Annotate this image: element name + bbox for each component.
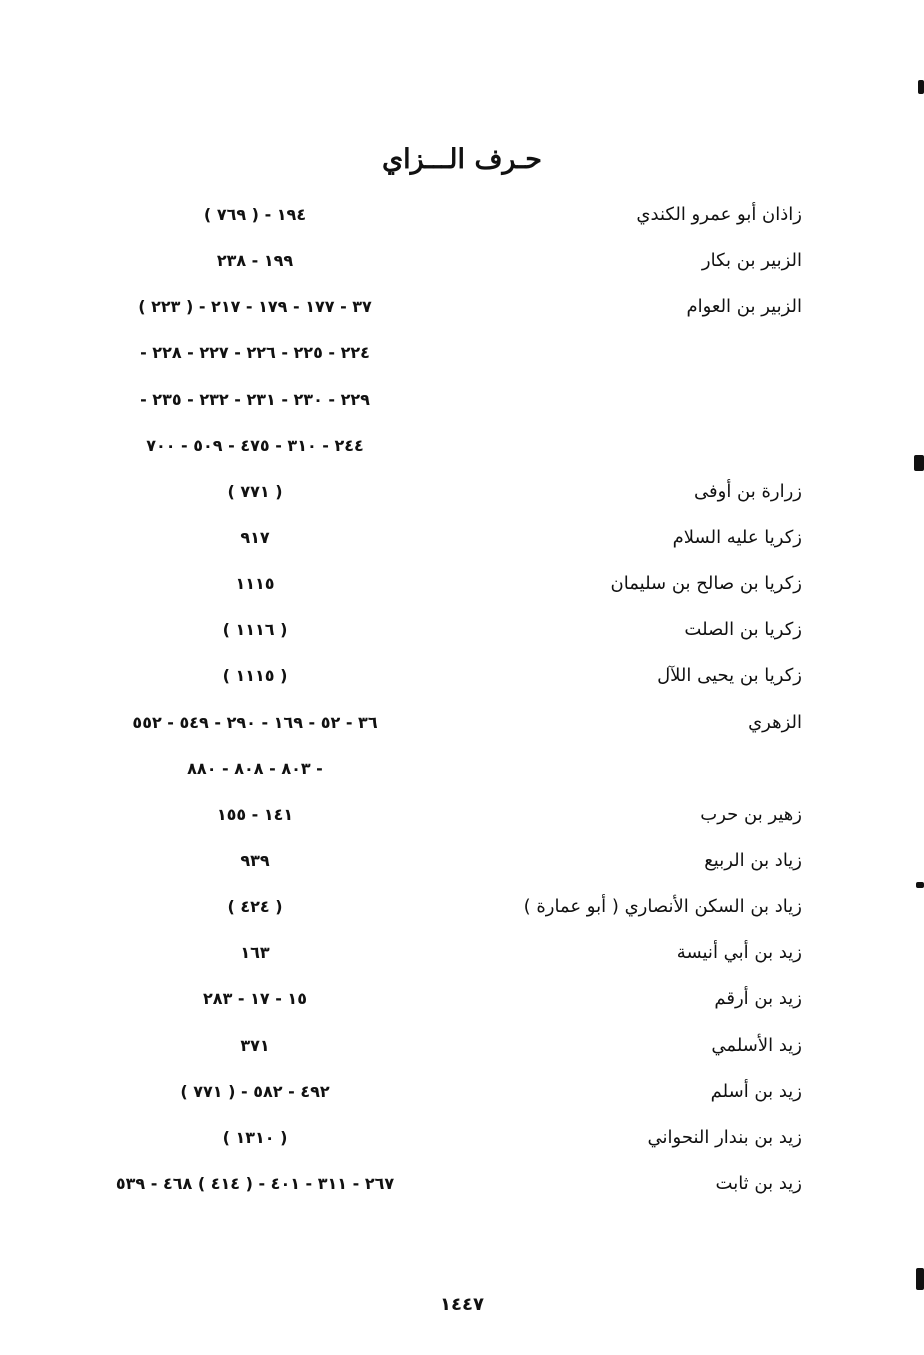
entry-page-refs: ٣٧ - ١٧٧ - ١٧٩ - ٢١٧ - ( ٢٢٣ ) (138, 297, 372, 317)
index-entry (0, 469, 924, 515)
index-entry-continuation (0, 746, 924, 792)
index-entry (0, 515, 924, 561)
index-entry (0, 1115, 924, 1161)
entry-page-refs: ( ٧٧١ ) (227, 481, 283, 501)
entry-name: زيد بن بندار النحواني (647, 1126, 802, 1148)
entry-name: زيد الأسلمي (711, 1034, 802, 1056)
index-entry (0, 607, 924, 653)
index-entry (0, 284, 924, 330)
entry-page-refs: ١٥ - ١٧ - ٢٨٣ (203, 989, 307, 1009)
scan-edge-mark (916, 882, 924, 888)
name-index-list (0, 192, 924, 1207)
entry-name: زيد بن أبي أنيسة (676, 942, 802, 964)
index-entry (0, 930, 924, 976)
entry-name: زكريا بن صالح بن سليمان (610, 573, 802, 595)
entry-name: زياد بن الربيع (704, 849, 802, 871)
index-entry (0, 561, 924, 607)
entry-page-refs: ٢٤٤ - ٣١٠ - ٤٧٥ - ٥٠٩ - ٧٠٠ (146, 435, 364, 455)
entry-name: زكريا بن الصلت (684, 619, 802, 641)
entry-page-refs: - ٨٠٣ - ٨٠٨ - ٨٨٠ (187, 758, 323, 778)
entry-name: زكريا بن يحيى اللآل (657, 665, 802, 687)
entry-page-refs: ٢٢٩ - ٢٣٠ - ٢٣١ - ٢٣٢ - ٢٣٥ - (140, 389, 370, 409)
entry-page-refs: ( ١١١٥ ) (222, 666, 288, 686)
entry-name: زهير بن حرب (700, 803, 802, 825)
entry-page-refs: ٢٦٧ - ٣١١ - ٤٠١ - ( ٤١٤ ) ٤٦٨ - ٥٣٩ (115, 1173, 395, 1193)
scan-edge-mark (916, 1268, 924, 1290)
index-entry-continuation (0, 377, 924, 423)
entry-name: الزهري (748, 711, 802, 733)
entry-name: الزبير بن بكار (701, 250, 802, 272)
page-number: ١٤٤٧ (440, 1294, 484, 1315)
entry-page-refs: ١٦٣ (240, 943, 270, 963)
entry-page-refs: ( ١١١٦ ) (222, 620, 288, 640)
index-entry (0, 192, 924, 238)
entry-page-refs: ( ١٣١٠ ) (222, 1127, 288, 1147)
entry-page-refs: ١٩٩ - ٢٣٨ (216, 251, 294, 271)
index-entry (0, 1023, 924, 1069)
index-entry (0, 838, 924, 884)
entry-name: الزبير بن العوام (686, 296, 802, 318)
index-entry (0, 976, 924, 1022)
index-entry-continuation (0, 423, 924, 469)
entry-page-refs: ٩٣٩ (240, 850, 270, 870)
entry-name: زياد بن السكن الأنصاري ( أبو عمارة ) (523, 896, 802, 918)
index-entry (0, 700, 924, 746)
entry-page-refs: ٩١٧ (240, 527, 270, 547)
entry-page-refs: ١٩٤ - ( ٧٦٩ ) (203, 205, 307, 224)
entry-name: زكريا عليه السلام (672, 526, 802, 548)
entry-name: زاذان أبو عمرو الكندي (636, 204, 802, 225)
page-title: حـرف الـــزاي (382, 144, 542, 175)
index-entry (0, 1161, 924, 1207)
scan-edge-mark (914, 455, 924, 471)
entry-name: زرارة بن أوفى (694, 480, 802, 502)
entry-page-refs: ( ٤٢٤ ) (227, 897, 283, 917)
index-entry (0, 238, 924, 284)
index-entry (0, 884, 924, 930)
entry-page-refs: ١٤١ - ١٥٥ (216, 804, 294, 824)
entry-name: زيد بن ثابت (715, 1172, 802, 1194)
entry-name: زيد بن أرقم (714, 988, 802, 1010)
index-entry-continuation (0, 330, 924, 376)
index-entry (0, 792, 924, 838)
index-entry (0, 1069, 924, 1115)
index-entry (0, 653, 924, 699)
entry-page-refs: ٢٢٤ - ٢٢٥ - ٢٢٦ - ٢٢٧ - ٢٢٨ - (140, 343, 370, 363)
scan-edge-mark (918, 80, 924, 94)
entry-page-refs: ٣٦ - ٥٢ - ١٦٩ - ٢٩٠ - ٥٤٩ - ٥٥٢ (132, 712, 378, 732)
entry-page-refs: ٣٧١ (240, 1035, 270, 1055)
entry-page-refs: ١١١٥ (235, 574, 275, 594)
entry-page-refs: ٤٩٢ - ٥٨٢ - ( ٧٧١ ) (180, 1081, 330, 1101)
entry-name: زيد بن أسلم (710, 1080, 802, 1102)
